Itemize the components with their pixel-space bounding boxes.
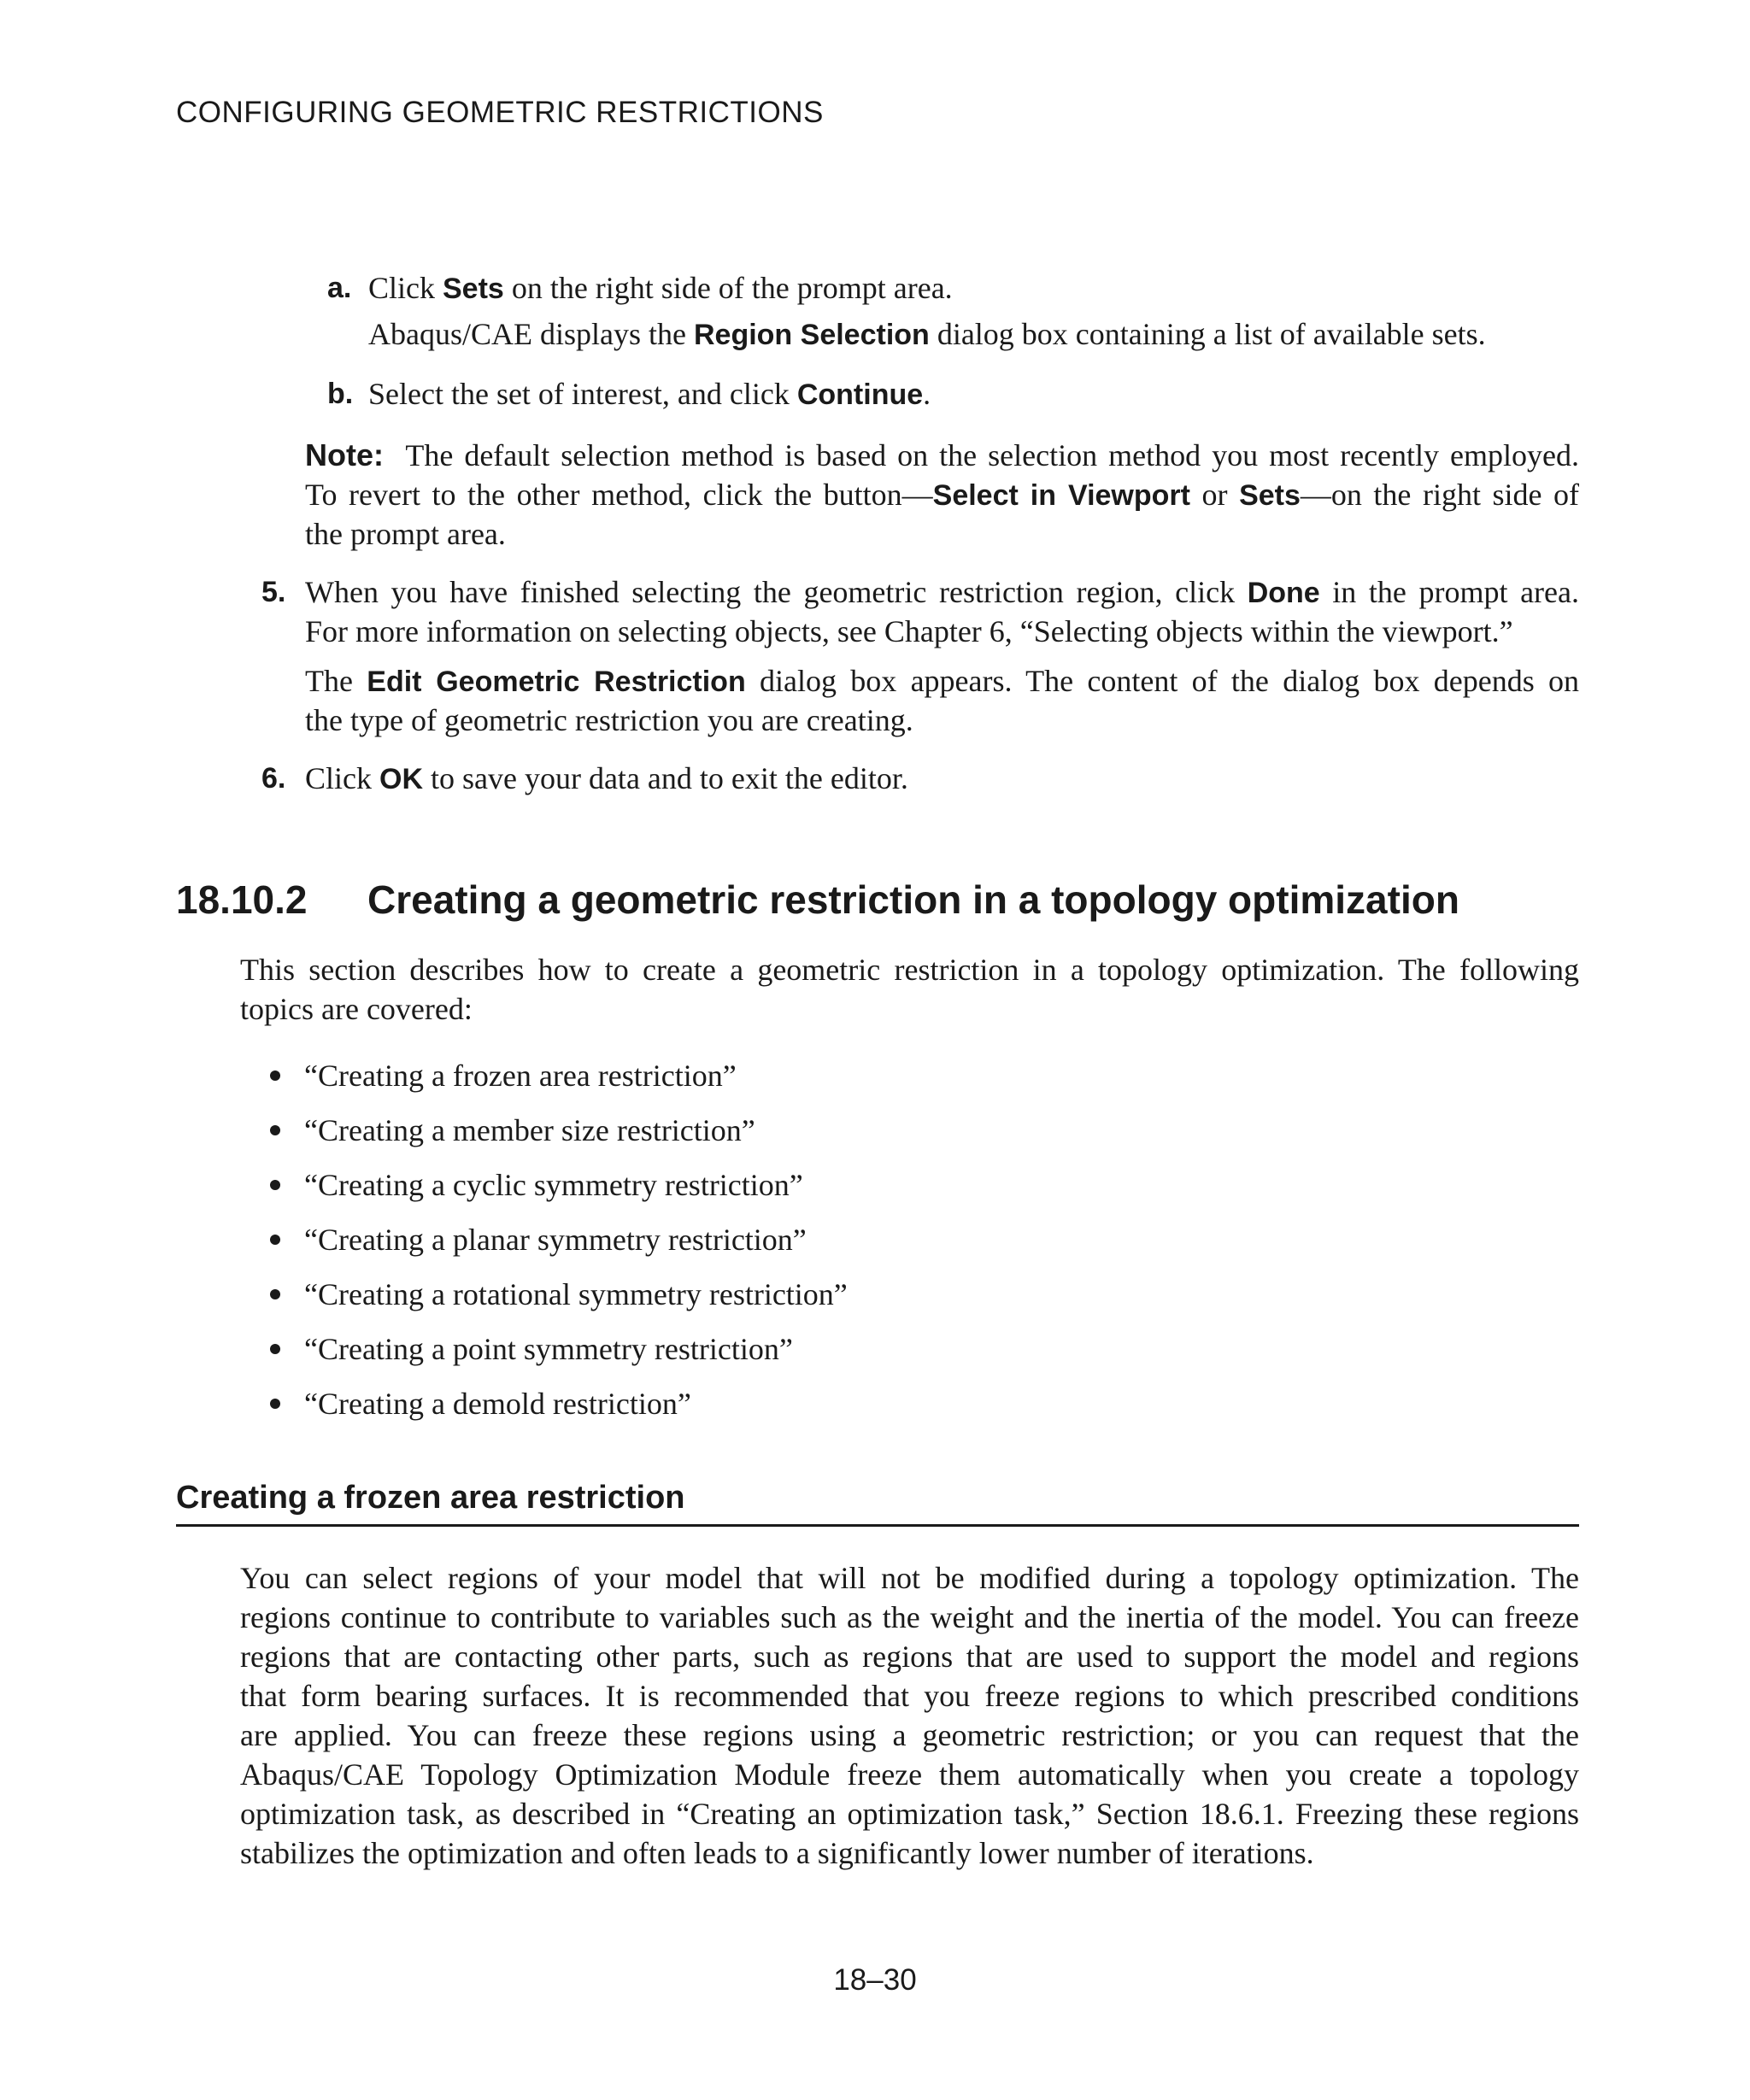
bullet-icon — [270, 1399, 280, 1409]
section-title: Creating a geometric restriction in a topology optimization — [367, 877, 1459, 922]
step-b-text: Select the set of interest, and click Continue. — [368, 377, 931, 411]
sets-ref: Sets — [443, 273, 504, 305]
note-line-2: To revert to the other method, click the button—Select in Viewport or Sets—on the right side of — [305, 478, 1580, 512]
step-b-marker: b. — [327, 378, 354, 410]
note-line-3: the prompt area. — [305, 517, 506, 551]
paragraph-line: optimization task, as described in “Creating an optimization task,” Section 18.6.1. Freezing these regions — [240, 1797, 1579, 1831]
step-5-result-line-1: The Edit Geometric Restriction dialog box appears. The content of the dialog box depends on — [305, 664, 1580, 698]
ok-ref: OK — [379, 763, 423, 795]
paragraph-line: Abaqus/CAE Topology Optimization Module freeze them automatically when you create a topology — [240, 1757, 1579, 1792]
bullet-icon — [270, 1344, 280, 1354]
step-6-marker: 6. — [261, 762, 286, 795]
topic-link[interactable]: “Creating a rotational symmetry restriction” — [304, 1277, 848, 1311]
paragraph-line: are applied. You can freeze these regions using a geometric restriction; or you can request that the — [240, 1718, 1579, 1752]
paragraph-line: that form bearing surfaces. It is recommended that you freeze regions to which prescribed conditions — [240, 1679, 1579, 1713]
paragraph-line: You can select regions of your model that will not be modified during a topology optimization. The — [240, 1561, 1579, 1595]
step-5-marker: 5. — [261, 576, 286, 608]
note-label: Note: — [305, 437, 384, 472]
page-number: 18–30 — [833, 1963, 917, 1997]
done-ref: Done — [1247, 577, 1320, 609]
region-selection-ref: Region Selection — [693, 319, 930, 351]
note-line-1: Note: The default selection method is based on the selection method you most recently employed. — [305, 437, 1579, 472]
topic-link[interactable]: “Creating a frozen area restriction” — [304, 1059, 737, 1093]
topic-link[interactable]: “Creating a planar symmetry restriction” — [304, 1223, 807, 1257]
topic-link[interactable]: “Creating a demold restriction” — [304, 1387, 691, 1421]
bullet-icon — [270, 1071, 280, 1081]
topic-link[interactable]: “Creating a cyclic symmetry restriction” — [304, 1168, 803, 1202]
step-a-marker: a. — [327, 272, 352, 304]
bullet-icon — [270, 1125, 280, 1135]
bullet-icon — [270, 1235, 280, 1245]
topic-link[interactable]: “Creating a member size restriction” — [304, 1113, 755, 1147]
bullet-icon — [270, 1289, 280, 1299]
running-header: CONFIGURING GEOMETRIC RESTRICTIONS — [176, 96, 824, 129]
continue-ref: Continue — [796, 378, 924, 411]
paragraph-line: stabilizes the optimization and often leads to a significantly lower number of iterations. — [240, 1836, 1314, 1870]
section-intro-line-2: topics are covered: — [240, 992, 473, 1026]
topic-link[interactable]: “Creating a point symmetry restriction” — [304, 1332, 793, 1366]
step-5-line-2: For more information on selecting objects, see Chapter 6, “Selecting objects within the viewport.” — [305, 614, 1513, 648]
section-intro-line-1: This section describes how to create a geometric restriction in a topology optimization. The following — [240, 953, 1579, 987]
section-number: 18.10.2 — [176, 877, 308, 922]
step-6-text: Click OK to save your data and to exit the editor. — [305, 761, 908, 795]
subsection-title: Creating a frozen area restriction — [176, 1480, 685, 1516]
subsection-rule — [176, 1524, 1579, 1527]
step-5-result-line-2: the type of geometric restriction you are creating. — [305, 703, 913, 737]
select-in-viewport-ref: Select in Viewport — [932, 479, 1190, 512]
step-a-result: Abaqus/CAE displays the Region Selection dialog box containing a list of available sets. — [368, 317, 1486, 351]
step-a-text: Click Sets on the right side of the prompt area. — [368, 271, 953, 305]
sets-ref-2: Sets — [1239, 479, 1301, 512]
edit-geometric-restriction-ref: Edit Geometric Restriction — [367, 666, 746, 698]
paragraph-line: regions continue to contribute to variables such as the weight and the inertia of the model. You can freeze — [240, 1600, 1579, 1634]
paragraph-line: regions that are contacting other parts, such as regions that are used to support the model and regions — [240, 1640, 1579, 1674]
bullet-icon — [270, 1180, 280, 1190]
step-5-line-1: When you have finished selecting the geometric restriction region, click Done in the prompt area. — [305, 575, 1580, 609]
